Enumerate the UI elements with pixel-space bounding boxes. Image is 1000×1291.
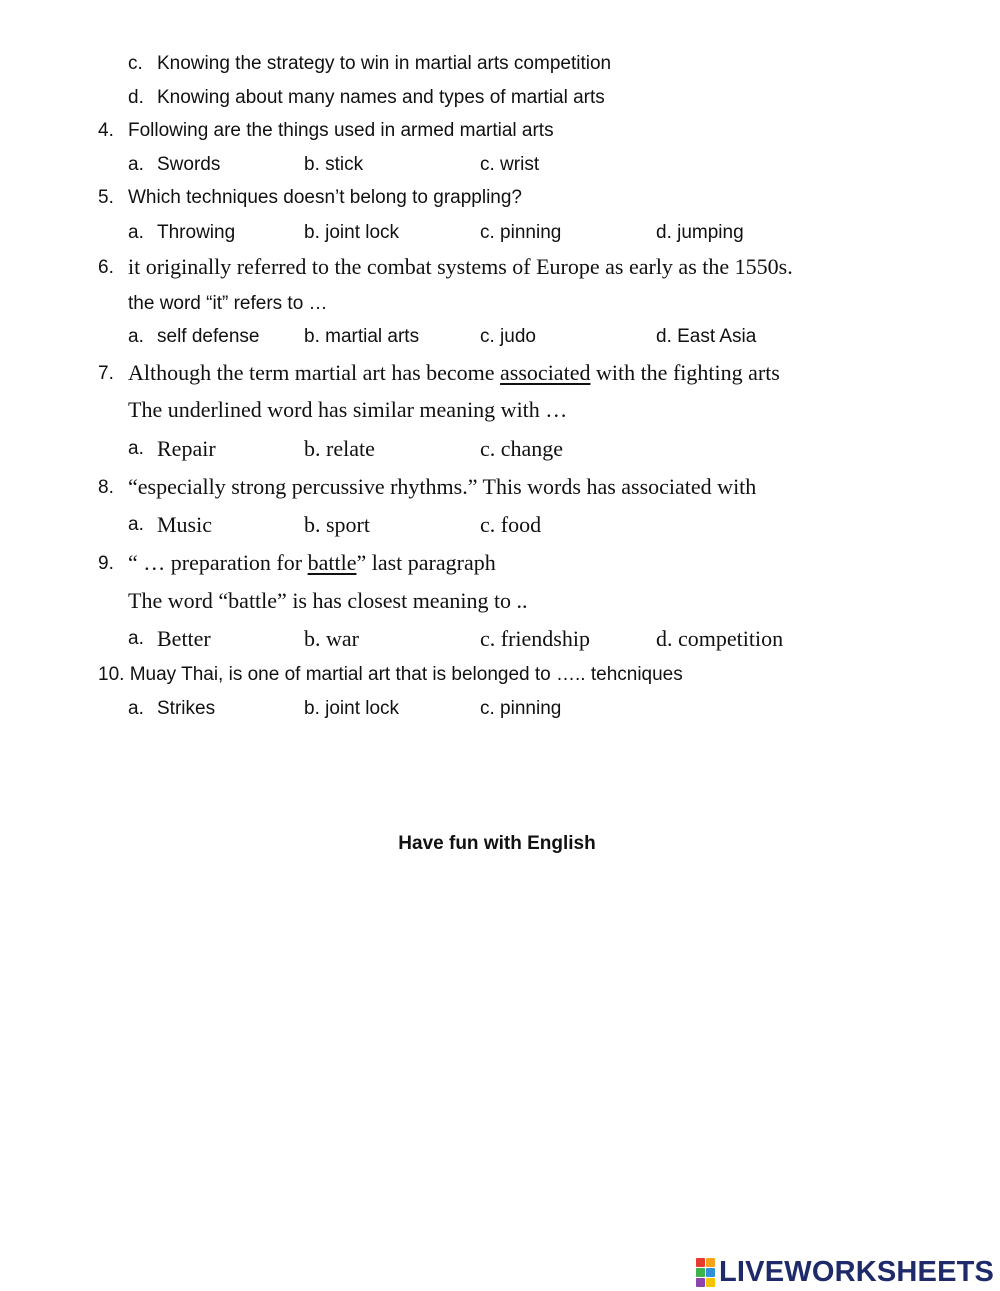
q9-option-a-label: a. bbox=[128, 628, 144, 649]
q5-option-b: b. joint lock bbox=[304, 222, 400, 243]
q4-option-c: c. wrist bbox=[480, 154, 540, 175]
q6-text: it originally referred to the combat systems of Europe as early as the 1550s. bbox=[128, 254, 793, 279]
liveworksheets-logo bbox=[696, 1256, 994, 1288]
q7-option-b: b. relate bbox=[304, 436, 375, 461]
q8-option-b: b. sport bbox=[304, 512, 370, 537]
q5-option-a: Throwing bbox=[157, 222, 236, 243]
q10-option-a-label: a. bbox=[128, 698, 144, 719]
closing-message: Have fun with English bbox=[398, 833, 596, 854]
q7-text-line2: The underlined word has similar meaning with … bbox=[128, 397, 568, 422]
q5-number: 5. bbox=[98, 187, 114, 208]
q6-text-line2: the word “it” refers to … bbox=[128, 293, 328, 314]
q7-underlined-word: associated bbox=[500, 360, 591, 385]
q6-option-d: d. East Asia bbox=[656, 326, 757, 347]
q8-text: “especially strong percussive rhythms.” This words has associated with bbox=[128, 474, 757, 499]
q5-option-d: d. jumping bbox=[656, 222, 744, 243]
q6-number: 6. bbox=[98, 257, 114, 278]
q9-text bbox=[128, 552, 496, 574]
q3-option-c-label: c. bbox=[128, 53, 143, 74]
q7-text-after: with the fighting arts bbox=[590, 360, 780, 385]
q7-text-before: Although the term martial art has become bbox=[128, 360, 501, 385]
q9-text-line2: The word “battle” is has closest meaning to .. bbox=[128, 588, 528, 613]
q8-option-c: c. food bbox=[480, 512, 542, 537]
q7-number: 7. bbox=[98, 363, 114, 384]
q6-option-a-label: a. bbox=[128, 326, 144, 347]
q5-option-c: c. pinning bbox=[480, 222, 562, 243]
q8-number: 8. bbox=[98, 477, 114, 498]
q4-option-b: b. stick bbox=[304, 154, 364, 175]
q10-option-a: Strikes bbox=[157, 698, 216, 719]
q9-option-b: b. war bbox=[304, 626, 359, 651]
q5-text: Which techniques doesn’t belong to grappling? bbox=[128, 187, 522, 208]
q9-number: 9. bbox=[98, 553, 114, 574]
q9-underlined-word: battle bbox=[307, 550, 357, 575]
q9-text-before: “ … preparation for bbox=[128, 550, 308, 575]
q9-option-c: c. friendship bbox=[480, 626, 590, 651]
q4-number: 4. bbox=[98, 120, 114, 141]
q5-option-a-label: a. bbox=[128, 222, 144, 243]
q10-option-b: b. joint lock bbox=[304, 698, 400, 719]
q7-option-a: Repair bbox=[157, 436, 216, 461]
q4-text: Following are the things used in armed martial arts bbox=[128, 120, 554, 141]
q9-option-d: d. competition bbox=[656, 626, 784, 651]
q9-text-after: ” last paragraph bbox=[356, 550, 496, 575]
q4-option-a: Swords bbox=[157, 154, 221, 175]
q6-option-a: self defense bbox=[157, 326, 260, 347]
q6-option-c: c. judo bbox=[480, 326, 536, 347]
q8-option-a-label: a. bbox=[128, 514, 144, 535]
q7-option-c: c. change bbox=[480, 436, 564, 461]
q7-option-a-label: a. bbox=[128, 438, 144, 459]
q9-option-a: Better bbox=[157, 626, 211, 651]
q3-option-d-text: Knowing about many names and types of martial arts bbox=[157, 87, 605, 108]
q7-text bbox=[128, 362, 780, 384]
q10-option-c: c. pinning bbox=[480, 698, 562, 719]
q3-option-c-text: Knowing the strategy to win in martial arts competition bbox=[157, 53, 612, 74]
q6-option-b: b. martial arts bbox=[304, 326, 420, 347]
logo-mark-icon bbox=[696, 1258, 715, 1287]
q3-option-d-label: d. bbox=[128, 87, 144, 108]
logo-text: LIVEWORKSHEETS bbox=[719, 1255, 995, 1288]
q10-text: 10. Muay Thai, is one of martial art that is belonged to ….. tehcniques bbox=[98, 664, 683, 685]
q8-option-a: Music bbox=[157, 512, 212, 537]
q4-option-a-label: a. bbox=[128, 154, 144, 175]
